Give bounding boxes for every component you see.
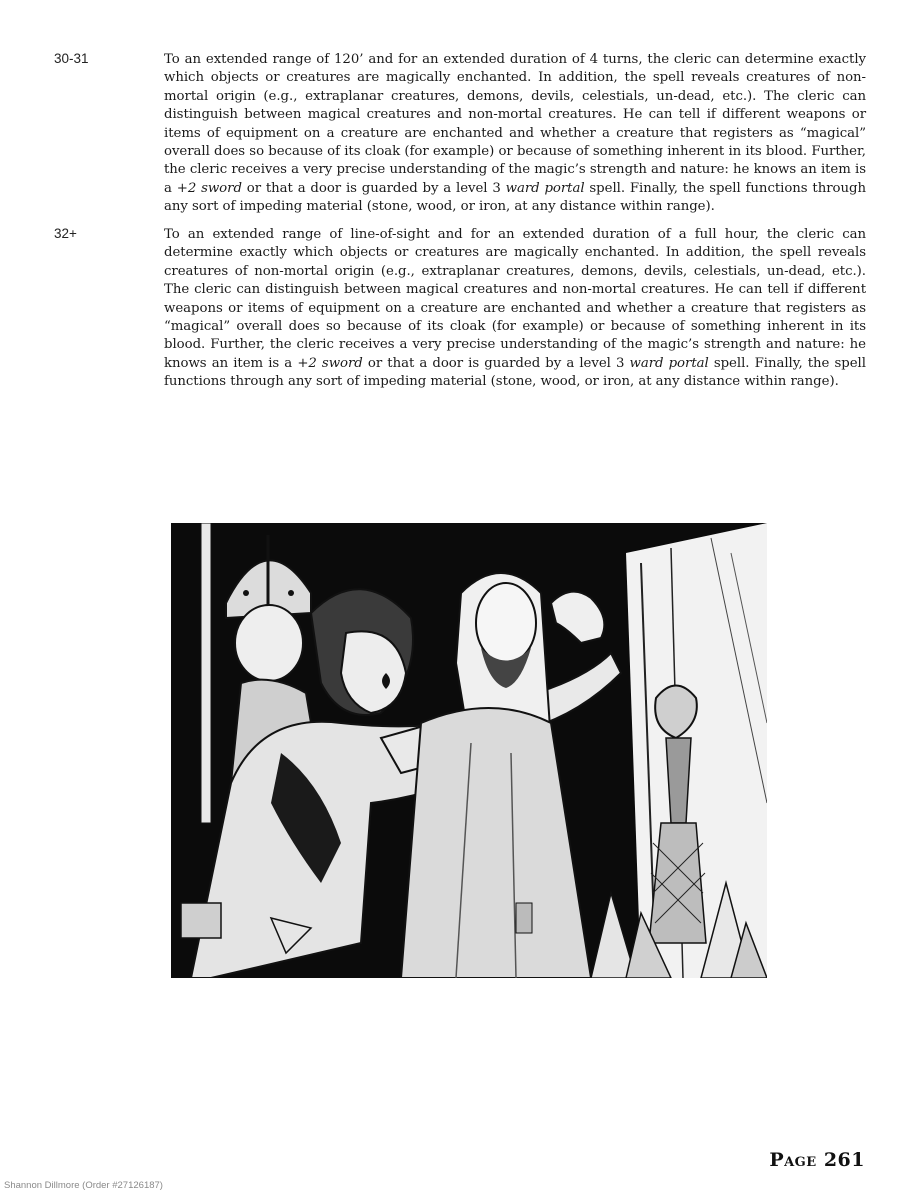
entry-description: To an extended range of line-of-sight and for an extended duration of a full hour, the cleric can determine exactly which objects or creatures are magically enchanted. In addition, the spell reveals creatures of non-mortal origin (e.g., extraplanar creatures, demons, devils, celestials, un-dead, etc.). The cleric can distinguish between magical creatures and non-mortal creatures. He can tell if different weapons or items of equipment on a creature are enchanted and whether a creature that registers as “magical” overall does so because of its cloak (for example) or because of something inherent in its blood. Further, the cleric receives a very precise understanding of the magic’s strength and nature: he knows an item is a +2 sword or that a door is guarded by a level 3 ward portal spell. Finally, the spell functions through any sort of impeding material (stone, wood, or iron, at any distance within range). [164,227,866,390]
entry-description: To an extended range of 120’ and for an extended duration of 4 turns, the cleric can determine exactly which objects or creatures are magically enchanted. In addition, the spell reveals creatures of non-mortal origin (e.g., extraplanar creatures, demons, devils, celestials, un-dead, etc.). The cleric can distinguish between magical creatures and non-mortal creatures. He can tell if different weapons or items of equipment on a creature are enchanted and whether a creature that registers as “magical” overall does so because of its cloak (for example) or because of something inherent in its blood. Further, the cleric receives a very precise understanding of the magic’s strength and nature: he knows an item is a +2 sword or that a door is guarded by a level 3 ward portal spell. Finally, the spell functions through any sort of impeding material (stone, wood, or iron, at any distance within range). [164,52,866,215]
entry-range-label: 32+ [54,226,77,241]
page-number: Page 261 [769,1149,865,1171]
entry-range-label: 30-31 [54,51,89,66]
illustration-clerics-confrontation [171,523,767,978]
order-watermark: Shannon Dillmore (Order #27126187) [4,1180,163,1191]
